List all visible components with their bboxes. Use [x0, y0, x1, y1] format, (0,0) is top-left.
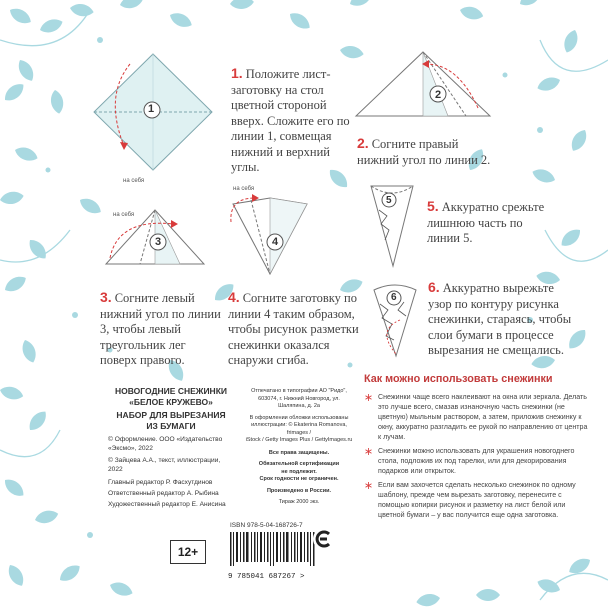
print-line-2: 603074, г. Нижний Новгород, ул.	[258, 395, 340, 402]
step5-number-marker: 5	[386, 195, 392, 206]
imprint-editor-2: Ответственный редактор А. Рыбина	[108, 490, 219, 497]
barcode-digits: 9 785041 687267 >	[228, 573, 305, 581]
step6-number: 6.	[428, 279, 440, 295]
print-run-line: Тираж 2000 экз.	[278, 499, 320, 505]
snowflake-bullet-icon	[365, 482, 372, 489]
publisher-logo-icon	[312, 527, 336, 551]
cover-line-3: iStock / Getty Images Plus / GettyImages.ru	[245, 437, 353, 443]
snowflake-bullet-icon	[365, 448, 372, 455]
step1-text	[231, 66, 361, 176]
step5-body: Аккуратно срежьте лишнюю часть по линии 5.	[427, 200, 545, 245]
step3-number-marker: 3	[155, 236, 162, 248]
uses-item-text: Если вам захочется сделать несколько снежинок по одному шаблону, прежде чем вырезать заготовку, перенесите с помощью копирки рисунок и разметку на лист белой или цветной бумаги – у вас получится еще одна заготовка.	[378, 481, 576, 519]
cert-line-2: не подлежит.	[281, 468, 317, 475]
step3-text	[100, 290, 222, 369]
imprint-copyright-2: © Зайцева А.А., текст, иллюстрации, 2022	[108, 457, 221, 473]
step2-body: Согните правый нижний угол по линии 2.	[357, 137, 491, 167]
step6-text	[428, 280, 573, 359]
imprint-editor-3: Художественный редактор Е. Анисина	[108, 501, 226, 508]
isbn-text: ISBN 978-5-04-168726-7	[230, 522, 303, 529]
step4-body: Согните заготовку по линии 4 таким образом, чтобы рисунок разметки снежинки оказался снаружи сгиба.	[228, 291, 359, 367]
imprint-print-block	[240, 388, 358, 507]
step5-number: 5.	[427, 198, 439, 214]
imprint-block	[108, 386, 234, 509]
imprint-title: «БЕЛОЕ КРУЖЕВО»	[129, 397, 213, 407]
step6-number-marker: 6	[391, 292, 397, 303]
step4-label-self: на себя	[233, 186, 255, 192]
uses-item-text: Снежинки можно использовать для украшения новогоднего стола, подложив их под тарелки, или для декорирования подарков или открыток.	[378, 447, 575, 475]
uses-title: Как можно использовать снежинки	[364, 373, 553, 385]
imprint-series: НОВОГОДНИЕ СНЕЖИНКИ	[114, 386, 227, 396]
step4-number-marker: 4	[272, 236, 279, 248]
step2-number: 2.	[357, 135, 369, 151]
imprint-subtitle-2: ИЗ БУМАГИ	[146, 421, 196, 431]
step1-diagram	[90, 46, 220, 176]
snowflake-bullet-icon	[365, 394, 372, 401]
step3-label-self: на себя	[113, 212, 135, 218]
uses-item	[364, 392, 592, 442]
rights-line: Все права защищены.	[268, 449, 330, 456]
imprint-subtitle-1: НАБОР ДЛЯ ВЫРЕЗАНИЯ	[116, 410, 226, 420]
step3-number: 3.	[100, 289, 112, 305]
uses-item	[364, 446, 592, 476]
step5-diagram	[367, 180, 417, 270]
print-line-3: Шаляпина, д. 2а	[278, 403, 320, 409]
cover-line-2: иллюстрации: © Ekaterina Romanova, frimages /	[251, 422, 347, 436]
uses-item	[364, 480, 592, 520]
step1-number-marker: 1	[148, 103, 155, 115]
uses-item-text: Снежинки чаще всего наклеивают на окна или зеркала. Делать это лучше всего, смазав изнаночную часть снежинки (не цветную) мыльным раствором, а затем, приложив снежинку к окну, аккуратно разгладить ее рукой по направлению от центра к лучам.	[378, 393, 588, 441]
step5-text	[427, 199, 552, 247]
cover-line-1: В оформлении обложки использованы	[249, 414, 349, 421]
step4-diagram	[225, 192, 315, 282]
step3-body: Согните левый нижний угол по линии 3, чтобы левый треугольник лег поверх правого.	[100, 291, 221, 367]
shelf-life-line: Срок годности не ограничен.	[259, 476, 339, 482]
step4-text	[228, 290, 360, 369]
step2-diagram	[348, 44, 498, 124]
step2-number-marker: 2	[435, 89, 442, 101]
uses-section	[364, 373, 592, 524]
age-rating-badge: 12+	[170, 540, 206, 564]
step2-text	[357, 136, 502, 168]
imprint-editor-1: Главный редактор Р. Фасхутдинов	[108, 479, 213, 486]
step4-number: 4.	[228, 289, 240, 305]
print-line-1: Отпечатано в типографии АО "Ридо",	[251, 388, 347, 394]
made-in-line: Произведено в России.	[266, 487, 332, 494]
imprint-copyright-1: © Оформление. ООО «Издательство «Эксмо», 2022	[108, 436, 223, 452]
step1-label-self: на себя	[123, 178, 145, 184]
step1-body: Положите лист-заготовку на стол цветной стороной вверх. Сложите его по линии 1, совмещая нижний и верхний углы.	[231, 67, 350, 174]
step6-body: Аккуратно вырежьте узор по контуру рисунка снежинки, стараясь, чтобы слои бумаги в процессе вырезания не смещались.	[428, 281, 572, 357]
step1-number: 1.	[231, 65, 243, 81]
cert-line-1: Обязательной сертификации	[258, 461, 340, 467]
